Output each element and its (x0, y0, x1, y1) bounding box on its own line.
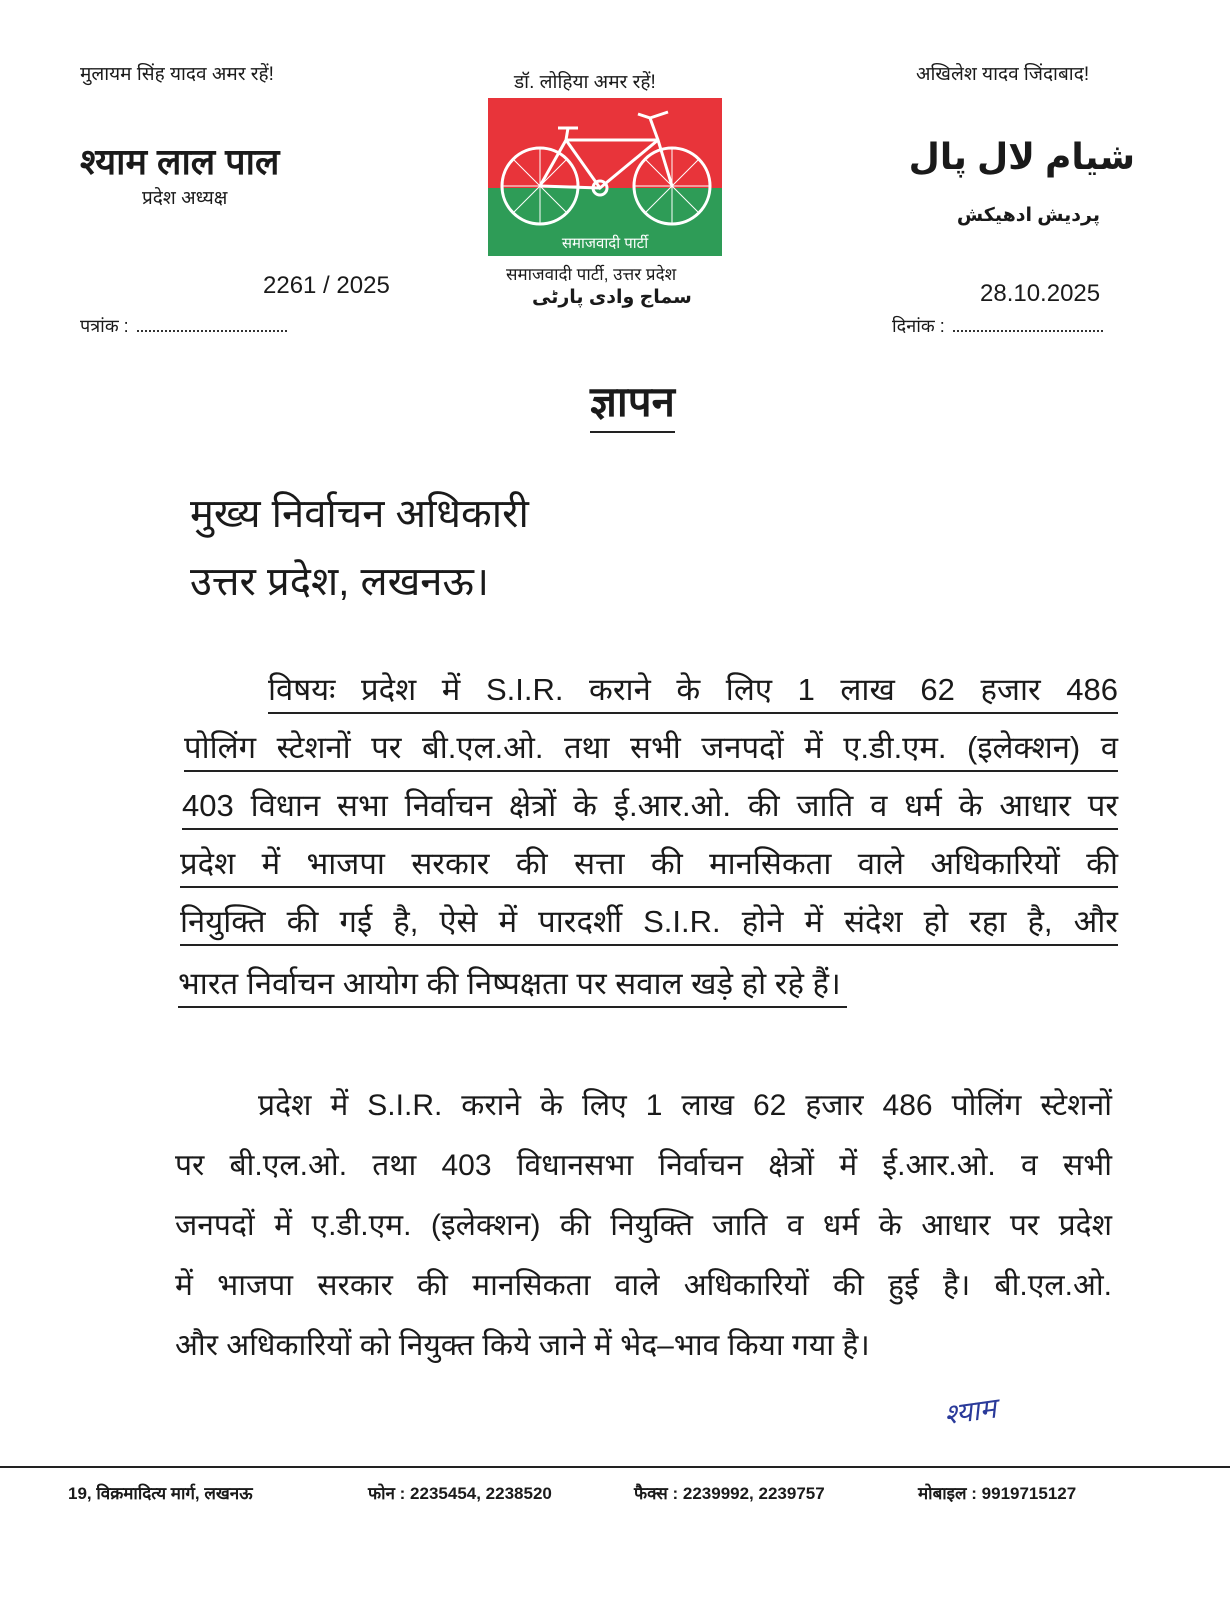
reference-label: पत्रांक : (80, 316, 129, 336)
sender-designation-hindi: प्रदेश अध्यक्ष (142, 188, 228, 209)
sender-designation-urdu: پردیش ادھیکش (956, 205, 1100, 226)
slogan-right: अखिलेश यादव जिंदाबाद! (916, 64, 1090, 85)
footer-phone: फोन : 2235454, 2238520 (368, 1484, 552, 1503)
slogan-left: मुलायम सिंह यादव अमर रहें! (80, 64, 274, 85)
party-logo-bicycle-icon (488, 98, 722, 256)
body-line: पर बी.एल.ओ. तथा 403 विधानसभा निर्वाचन क्षेत्रों में ई.आर.ओ. व सभी (175, 1149, 1112, 1182)
subject-line: विषयः प्रदेश में S.I.R. कराने के लिए 1 लाख 62 हजार 486 (268, 668, 1118, 714)
date-dots (953, 316, 1103, 332)
addressee-line-1: मुख्य निर्वाचन अधिकारी (190, 492, 529, 536)
date-field (892, 314, 1103, 338)
sender-name-urdu: شیام لال پال (908, 136, 1135, 177)
footer-address: 19, विक्रमादित्य मार्ग, लखनऊ (68, 1484, 253, 1503)
letter-title: ज्ञापन (590, 372, 675, 433)
date-label: दिनांक : (892, 316, 945, 336)
subject-line: 403 विधान सभा निर्वाचन क्षेत्रों के ई.आर.ओ. की जाति व धर्म के आधार पर (182, 784, 1118, 830)
footer-mobile: मोबाइल : 9919715127 (918, 1484, 1077, 1503)
subject-line: नियुक्ति की गई है, ऐसे में पारदर्शी S.I.R. होने में संदेश हो रहा है, और (180, 900, 1118, 946)
date-value: 28.10.2025 (980, 280, 1101, 307)
footer-divider (0, 1466, 1230, 1468)
sender-name-hindi: श्याम लाल पाल (80, 141, 280, 182)
subject-line: भारत निर्वाचन आयोग की निष्पक्षता पर सवाल खड़े हो रहे हैं। (178, 962, 847, 1008)
party-line: समाजवादी पार्टी, उत्तर प्रदेश (506, 265, 677, 284)
addressee-line-2: उत्तर प्रदेश, लखनऊ। (190, 560, 490, 604)
logo-text: समाजवादी पार्टी (561, 235, 649, 252)
party-urdu: سماج وادی پارٹی (532, 287, 692, 308)
footer-fax: फैक्स : 2239992, 2239757 (634, 1484, 825, 1503)
slogan-center: डॉ. लोहिया अमर रहें! (514, 72, 656, 93)
body-line: और अधिकारियों को नियुक्त किये जाने में भेद–भाव किया गया है। (175, 1329, 870, 1362)
body-line: में भाजपा सरकार की मानसिकता वाले अधिकारियों की हुई है। बी.एल.ओ. (175, 1269, 1112, 1302)
reference-dots (137, 316, 287, 332)
body-line: प्रदेश में S.I.R. कराने के लिए 1 लाख 62 हजार 486 पोलिंग स्टेशनों (258, 1089, 1112, 1122)
subject-line: पोलिंग स्टेशनों पर बी.एल.ओ. तथा सभी जनपदों में ए.डी.एम. (इलेक्शन) व (184, 726, 1118, 772)
reference-field (80, 314, 287, 338)
reference-number: 2261 / 2025 (263, 272, 390, 299)
body-line: जनपदों में ए.डी.एम. (इलेक्शन) की नियुक्ति जाति व धर्म के आधार पर प्रदेश (175, 1209, 1112, 1242)
signature-initials: श्याम (942, 1392, 999, 1431)
subject-line: प्रदेश में भाजपा सरकार की सत्ता की मानसिकता वाले अधिकारियों की (180, 842, 1118, 888)
